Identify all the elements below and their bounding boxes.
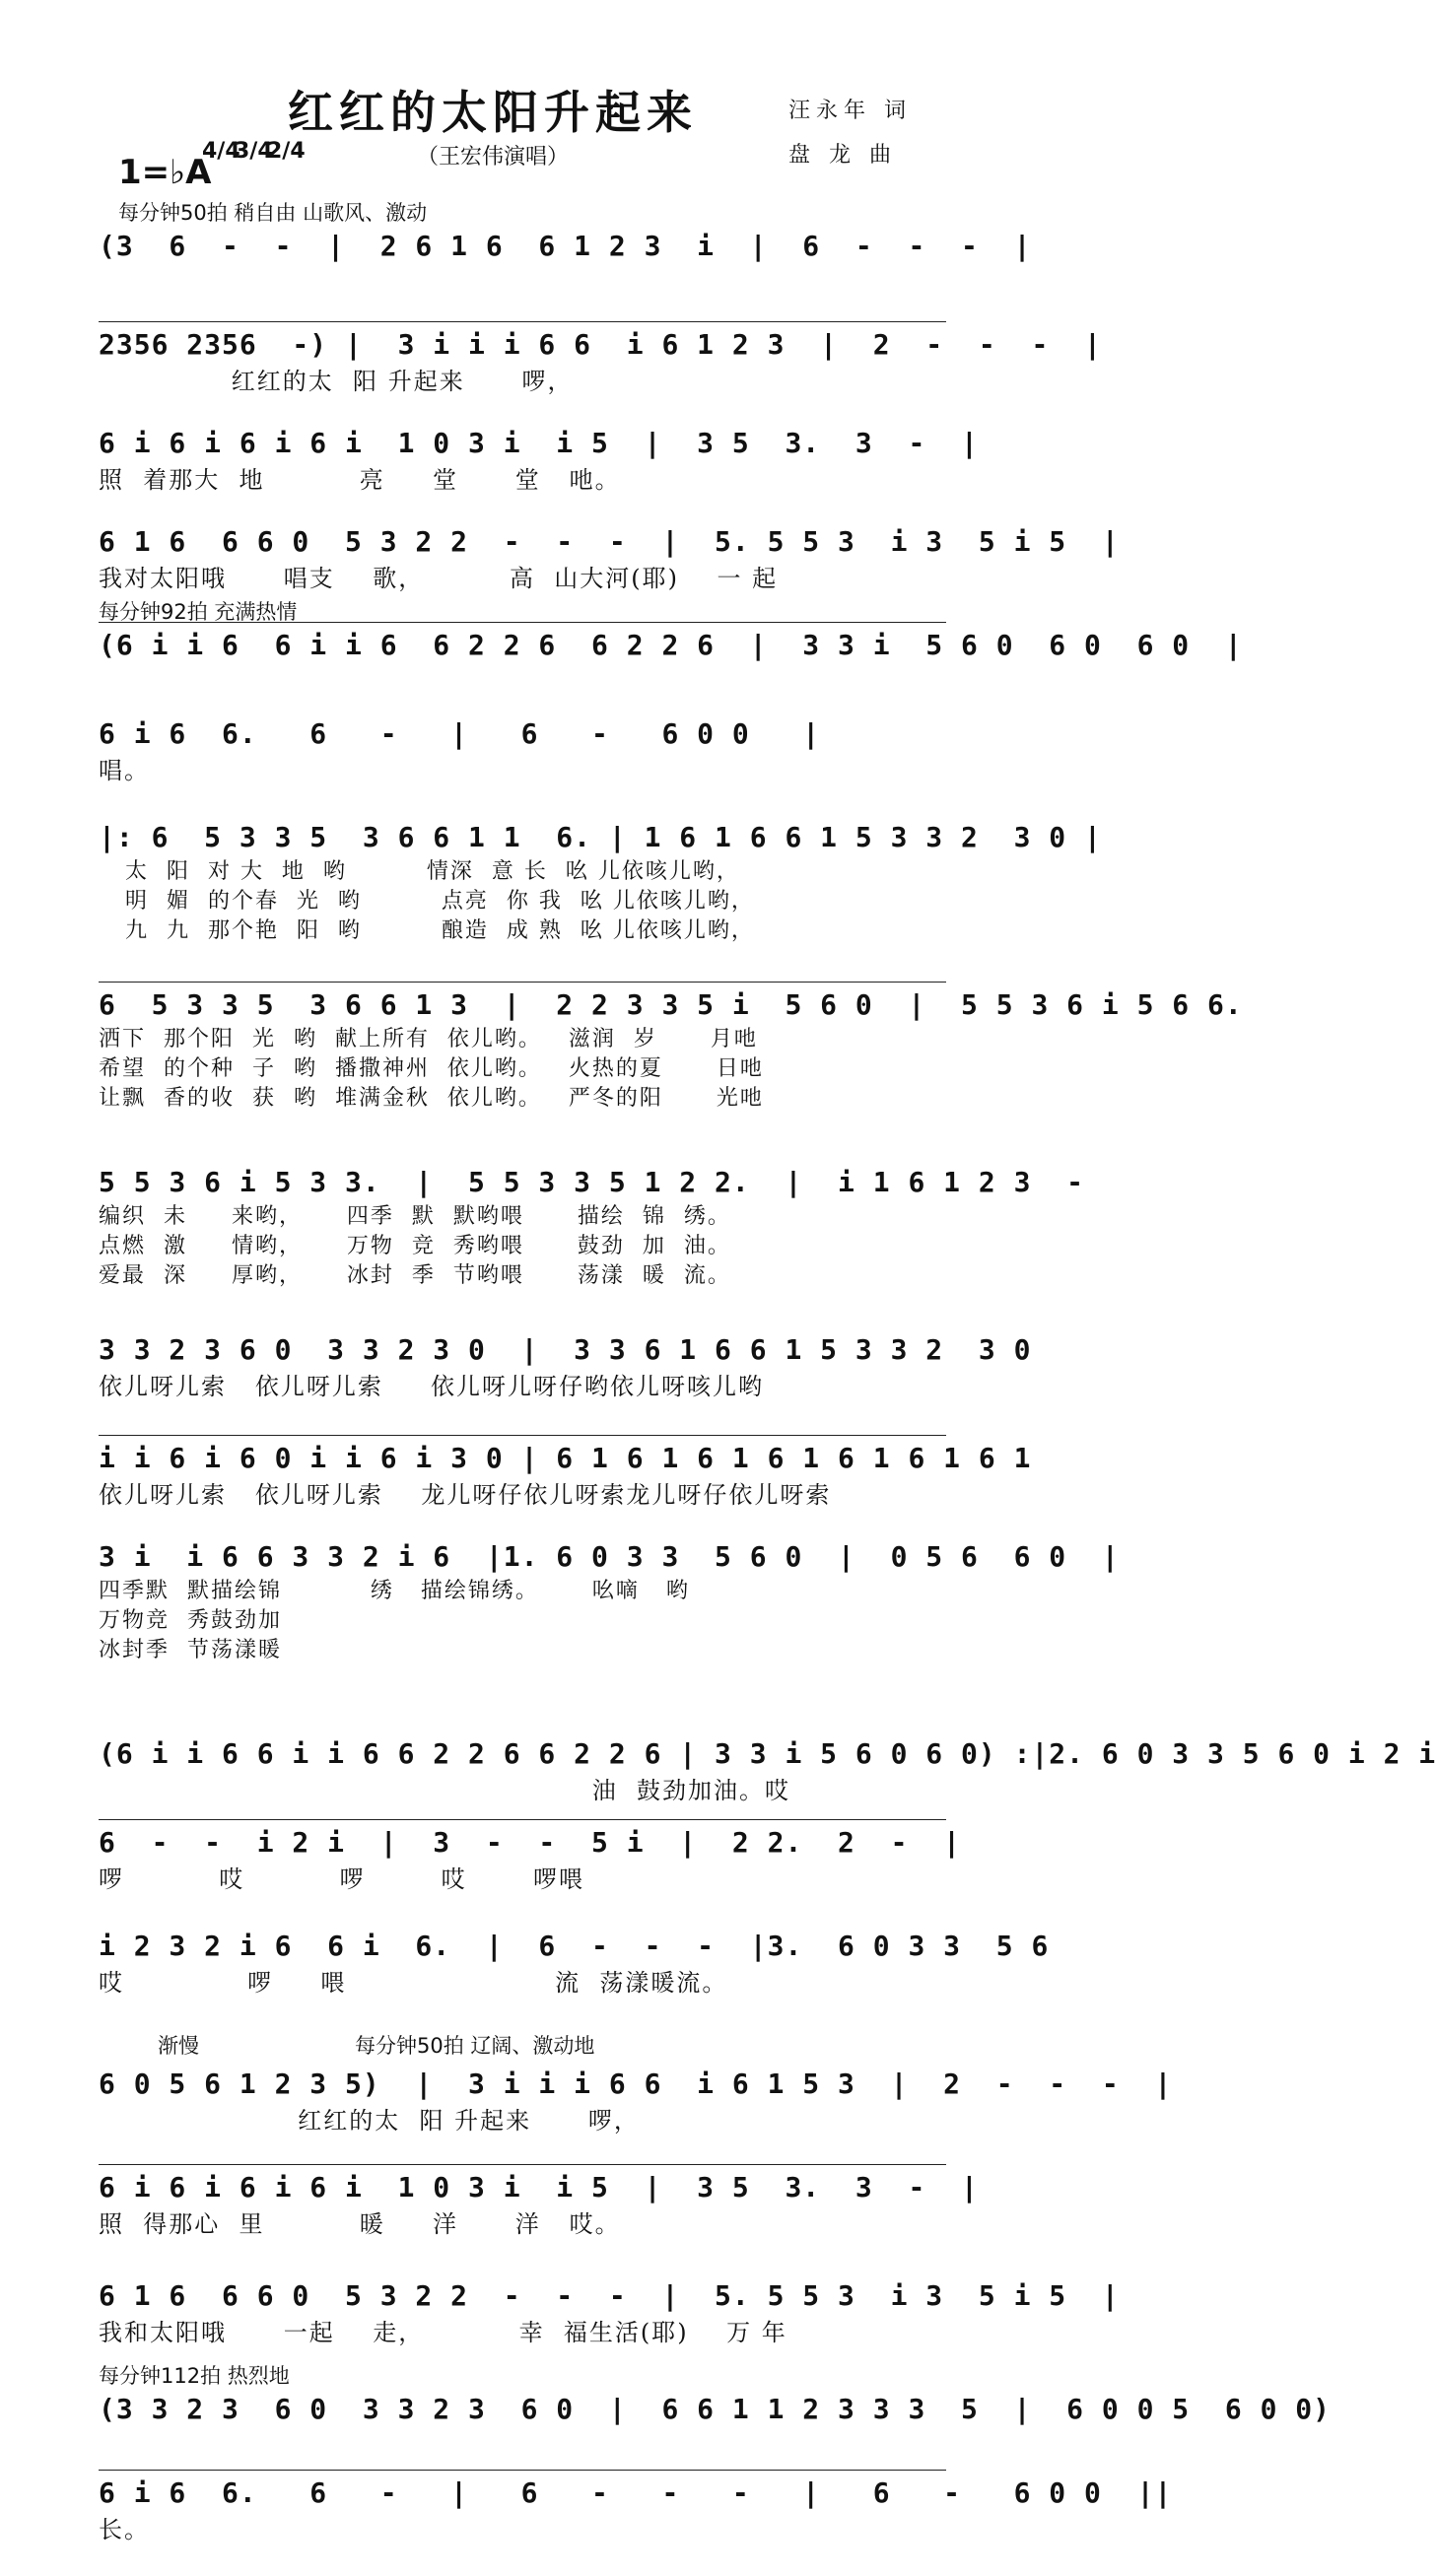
lyric-line: 九 九 那个艳 阳 哟 酿造 成 熟 吆 儿依咳儿哟， [99, 918, 755, 943]
score-line [99, 1734, 1436, 1807]
lyric-line: 四季默 默描绘锦 绣 描绘锦绣。 吆嘀 哟 [99, 1579, 690, 1603]
score-line [99, 1439, 1032, 1512]
lyric-line: 依儿呀儿索 依儿呀儿索 依儿呀儿呀仔哟依儿呀咳儿哟 [99, 1373, 765, 1400]
lyric-line: 照 着那大 地 亮 堂 堂 吔。 [99, 466, 621, 494]
jianpu-notes: 6 5 3 3 5 3 6 6 1 3 | 2 2 3 3 5 i 5 6 0 | 5 5 3 6 i 5 6 6. [99, 988, 1243, 1021]
score-line [99, 2276, 1120, 2349]
tempo-50: 每分钟50拍 辽阔、激动地 [355, 2034, 595, 2058]
jianpu-notes: 6 1 6 6 6 0 5 3 2 2 - - - | 5. 5 5 3 i 3 5 i 5 | [99, 2279, 1120, 2312]
jianpu-notes: 2356 2356 -) | 3 i i i 6 6 i 6 1 2 3 | 2 - - - | [99, 328, 1102, 361]
song-title: 红红的太阳升起来 [288, 86, 698, 139]
jianpu-notes: |: 6 5 3 3 5 3 6 6 1 1 6. | 1 6 1 6 6 1 5 3 3 2 3 0 | [99, 821, 1102, 853]
tempo-92: 每分钟92拍 充满热情 [99, 600, 298, 624]
meter-2-4: 2/4 [267, 139, 306, 164]
score-line [99, 626, 1243, 665]
jianpu-notes: 6 1 6 6 6 0 5 3 2 2 - - - | 5. 5 5 3 i 3 5 i 5 | [99, 525, 1120, 558]
jianpu-notes: i 2 3 2 i 6 6 i 6. | 6 - - - |3. 6 0 3 3 5 6 [99, 1930, 1050, 1962]
lyric-line: 洒下 那个阳 光 哟 献上所有 依儿哟。 滋润 岁 月吔 [99, 1027, 758, 1051]
jianpu-notes: 6 i 6 6. 6 - | 6 - - - | 6 - 6 0 0 || [99, 2476, 1173, 2509]
slur-line [99, 982, 946, 983]
score-line [99, 1927, 1050, 2000]
score-line [99, 2065, 1173, 2137]
score-line [99, 2390, 1332, 2429]
lyric-line: 长。 [99, 2516, 150, 2543]
slur-line [99, 622, 946, 623]
lyric-line: 依儿呀儿索 依儿呀儿索 龙儿呀仔依儿呀索龙儿呀仔依儿呀索 [99, 1481, 832, 1509]
lyric-line: 哎 啰 喂 流 荡漾暖流。 [99, 1969, 728, 1997]
jianpu-notes: (3 3 2 3 6 0 3 3 2 3 6 0 | 6 6 1 1 2 3 3 3 5 | 6 0 0 5 6 0 0) [99, 2393, 1332, 2425]
jianpu-notes: (6 i i 6 6 i i 6 6 2 2 6 6 2 2 6 | 3 3 i 5 6 0 6 0 6 0 | [99, 629, 1243, 661]
lyric-line: 唱。 [99, 757, 150, 784]
score-line [99, 325, 1102, 398]
meter-3-4: 3/4 [235, 139, 273, 164]
tempo-slow: 渐慢 [158, 2034, 199, 2058]
score-line [99, 1330, 1032, 1403]
tempo-intro: 每分钟50拍 稍自由 山歌风、激动 [118, 201, 428, 225]
score-line [99, 2168, 979, 2241]
lyric-line: 编织 未 来哟， 四季 默 默哟喂 描绘 锦 绣。 [99, 1204, 731, 1229]
tempo-112: 每分钟112拍 热烈地 [99, 2364, 290, 2388]
score-line [99, 1163, 1085, 1291]
slur-line [99, 2164, 946, 2165]
jianpu-notes: 6 i 6 6. 6 - | 6 - 6 0 0 | [99, 717, 821, 750]
jianpu-notes: 6 i 6 i 6 i 6 i 1 0 3 i i 5 | 3 5 3. 3 - | [99, 427, 979, 459]
jianpu-notes: 3 3 2 3 6 0 3 3 2 3 0 | 3 3 6 1 6 6 1 5 3 3 2 3 0 [99, 1333, 1032, 1366]
lyricist-credit: 汪永年 词 [788, 99, 912, 123]
jianpu-notes: (3 6 - - | 2 6 1 6 6 1 2 3 i | 6 - - - | [99, 230, 1032, 262]
jianpu-notes: 6 i 6 i 6 i 6 i 1 0 3 i i 5 | 3 5 3. 3 - | [99, 2171, 979, 2203]
key-signature: 1=♭A [118, 153, 212, 192]
lyric-line: 我和太阳哦 一起 走， 幸 福生活(耶) 万 年 [99, 2319, 787, 2346]
slur-line [99, 1819, 946, 1820]
lyric-line: 红红的太 阳 升起来 啰， [99, 2107, 640, 2135]
jianpu-notes: i i 6 i 6 0 i i 6 i 3 0 | 6 1 6 1 6 1 6 1 6 1 6 1 6 1 [99, 1442, 1032, 1474]
lyric-line: 照 得那心 里 暖 洋 洋 哎。 [99, 2210, 621, 2238]
singer-note: （王宏伟演唱） [416, 145, 569, 169]
lyric-line: 油 鼓劲加油。哎 [99, 1777, 790, 1804]
lyric-line: 让飘 香的收 获 哟 堆满金秋 依儿哟。 严冬的阳 光吔 [99, 1086, 764, 1111]
jianpu-notes: 6 - - i 2 i | 3 - - 5 i | 2 2. 2 - | [99, 1826, 962, 1859]
lyric-line: 明 媚 的个春 光 哟 点亮 你 我 吆 儿依咳儿哟， [99, 889, 755, 914]
score-line [99, 424, 979, 497]
lyric-line: 太 阳 对 大 地 哟 情深 意 长 吆 儿依咳儿哟， [99, 859, 740, 884]
lyric-line: 爱最 深 厚哟， 冰封 季 节哟喂 荡漾 暖 流。 [99, 1263, 731, 1288]
meter-4-4: 4/4 [202, 139, 240, 164]
lyric-line: 我对太阳哦 唱支 歌， 高 山大河(耶) 一 起 [99, 565, 779, 592]
slur-line [99, 2470, 946, 2471]
slur-line [99, 1435, 946, 1436]
lyric-line: 啰 哎 啰 哎 啰喂 [99, 1865, 585, 1893]
score-line [99, 227, 1032, 266]
score-line [99, 818, 1102, 946]
lyric-line: 冰封季 节荡漾暖 [99, 1638, 282, 1662]
score-line [99, 985, 1243, 1114]
lyric-line: 红红的太 阳 升起来 啰， [99, 368, 574, 395]
jianpu-notes: 5 5 3 6 i 5 3 3. | 5 5 3 3 5 1 2 2. | i 1 6 1 2 3 - [99, 1166, 1085, 1198]
score-line [99, 522, 1120, 595]
score-line [99, 1823, 962, 1896]
lyric-line: 希望 的个种 子 哟 播撒神州 依儿哟。 火热的夏 日吔 [99, 1056, 764, 1081]
composer-credit: 盘 龙 曲 [788, 143, 897, 168]
slur-line [99, 321, 946, 322]
score-line [99, 2474, 1173, 2546]
jianpu-notes: 6 0 5 6 1 2 3 5) | 3 i i i 6 6 i 6 1 5 3 | 2 - - - | [99, 2068, 1173, 2100]
score-line [99, 714, 946, 787]
score-line [99, 1537, 1120, 1665]
lyric-line: 点燃 激 情哟， 万物 竞 秀哟喂 鼓劲 加 油。 [99, 1234, 731, 1258]
jianpu-notes: 3 i i 6 6 3 3 2 i 6 |1. 6 0 3 3 5 6 0 | 0 5 6 6 0 | [99, 1540, 1120, 1573]
lyric-line: 万物竞 秀鼓劲加 [99, 1608, 282, 1633]
jianpu-notes: (6 i i 6 6 i i 6 6 2 2 6 6 2 2 6 | 3 3 i 5 6 0 6 0) :|2. 6 0 3 3 5 6 0 i 2 i [99, 1737, 1436, 1770]
